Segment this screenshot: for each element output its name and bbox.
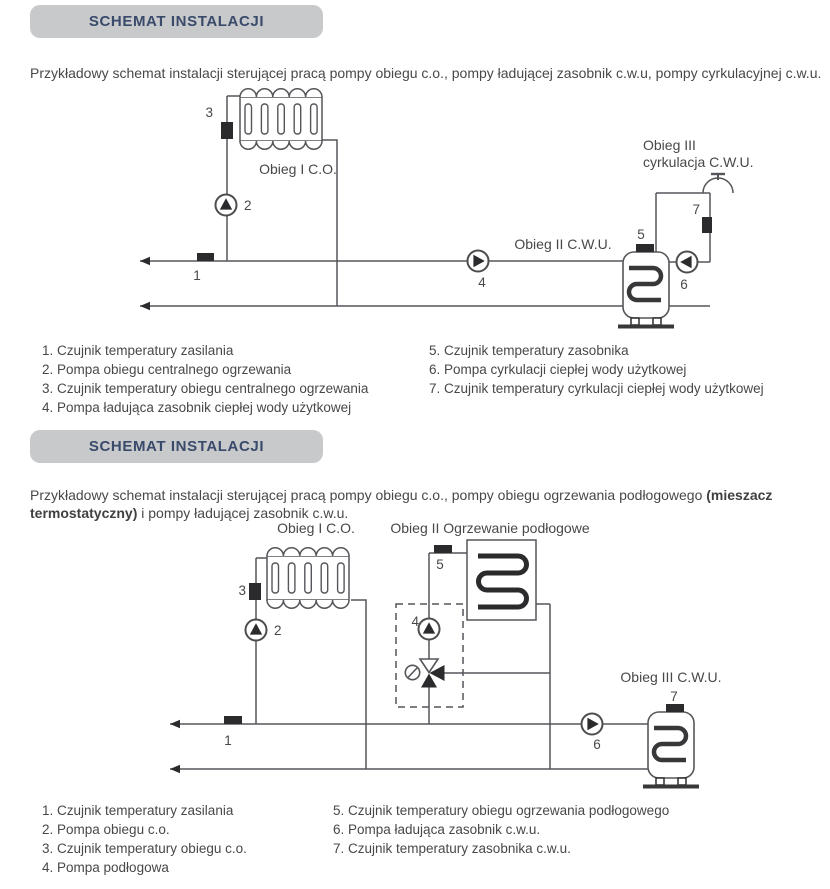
flow-arrow-supply [140,257,150,265]
legend-item: 7. Czujnik temperatury zasobnika c.w.u. [333,841,571,856]
section2-description-normal2: i pompy ładującej zasobnik c.w.u. [137,505,349,521]
label-6: 6 [680,277,688,292]
legend-item: 1. Czujnik temperatury zasilania [42,343,234,358]
pump-4-floor-icon [419,619,440,640]
label-7: 7 [692,202,700,217]
circuit3-label-line1: Obieg III [643,137,696,153]
flow-arrow-supply [170,720,180,728]
legend-item: 2. Pompa obiegu centralnego ogrzewania [42,362,292,377]
section1-description: Przykładowy schemat instalacji sterującej pracą pompy obiegu c.o., pompy ładującej zasobnik c.w.u, pompy cyrkulacyjnej c.w.u. [30,65,822,81]
legend-item: 7. Czujnik temperatury cyrkulacji ciepłej wody użytkowej [429,381,764,396]
pump-6-charging-icon [582,714,603,735]
dhw-tank [618,252,674,329]
sensor-5-floor-circuit [434,545,452,553]
label-5: 5 [637,227,645,242]
label-4: 4 [411,614,419,629]
label-3: 3 [238,583,246,598]
flow-arrow-return [170,765,180,773]
radiator [267,548,349,608]
circuit2-label: Obieg II C.W.U. [514,236,612,252]
legend-item: 6. Pompa cyrkulacji ciepłej wody użytkowej [429,362,687,377]
legend2-right-column [333,801,669,858]
sensor-7-circulation [702,217,712,233]
label-1: 1 [193,268,201,283]
legend-item: 4. Pompa ładująca zasobnik ciepłej wody użytkowej [42,400,352,415]
label-6: 6 [593,737,601,752]
circuit2-label: Obieg II Ogrzewanie podłogowe [390,520,590,536]
circuit1-label: Obieg I C.O. [277,520,355,536]
circuit3-label: Obieg III C.W.U. [620,669,722,685]
label-5: 5 [436,557,444,572]
label-7: 7 [670,689,678,704]
sensor-1-supply [197,253,214,261]
section2-header-title: SCHEMAT INSTALACJI [88,438,265,455]
circuit1-label: Obieg I C.O. [259,161,337,177]
floor-heating-panel [467,540,536,620]
pump-6-circulation-icon [677,252,698,273]
legend-item: 4. Pompa podłogowa [42,860,169,875]
label-2: 2 [244,198,252,213]
label-4: 4 [478,275,486,290]
legend-item: 3. Czujnik temperatury obiegu centralnego ogrzewania [42,381,369,396]
mixing-valve-icon [405,659,444,688]
sensor-3-co-circuit [221,122,233,139]
flow-arrow-return [140,302,150,310]
pump-4-charging-icon [468,251,489,272]
circuit3-label-line2: cyrkulacja C.W.U. [643,154,754,170]
sensor-5-tank [636,244,654,252]
legend-item: 2. Pompa obiegu c.o. [42,822,170,837]
pump-2-co-icon [246,620,267,641]
legend-item: 6. Pompa ładująca zasobnik c.w.u. [333,822,541,837]
label-1: 1 [224,733,232,748]
label-2: 2 [274,623,282,638]
label-3: 3 [205,105,213,120]
legend1-right-column [429,341,764,398]
section1-header-title: SCHEMAT INSTALACJI [88,13,265,30]
legend-item: 5. Czujnik temperatury zasobnika [429,343,629,358]
legend1-left-column [42,341,368,417]
dhw-tank [643,712,699,789]
section2-description-normal: Przykładowy schemat instalacji sterującej pracą pompy obiegu c.o., pompy obiegu ogrzewania podłogowego [30,487,707,503]
section2-description-bold: (mieszacz termostatyczny) [30,487,773,521]
legend-item: 3. Czujnik temperatury obiegu c.o. [42,841,247,856]
sensor-7-tank [666,704,684,712]
legend-item: 1. Czujnik temperatury zasilania [42,803,234,818]
sensor-1-supply [224,716,242,724]
legend-item: 5. Czujnik temperatury obiegu ogrzewania podłogowego [333,803,670,818]
tap-icon [703,174,733,193]
pump-2-co-icon [216,195,237,216]
radiator [240,89,322,149]
sensor-3-co-circuit [249,583,261,600]
legend2-left-column [42,801,247,877]
